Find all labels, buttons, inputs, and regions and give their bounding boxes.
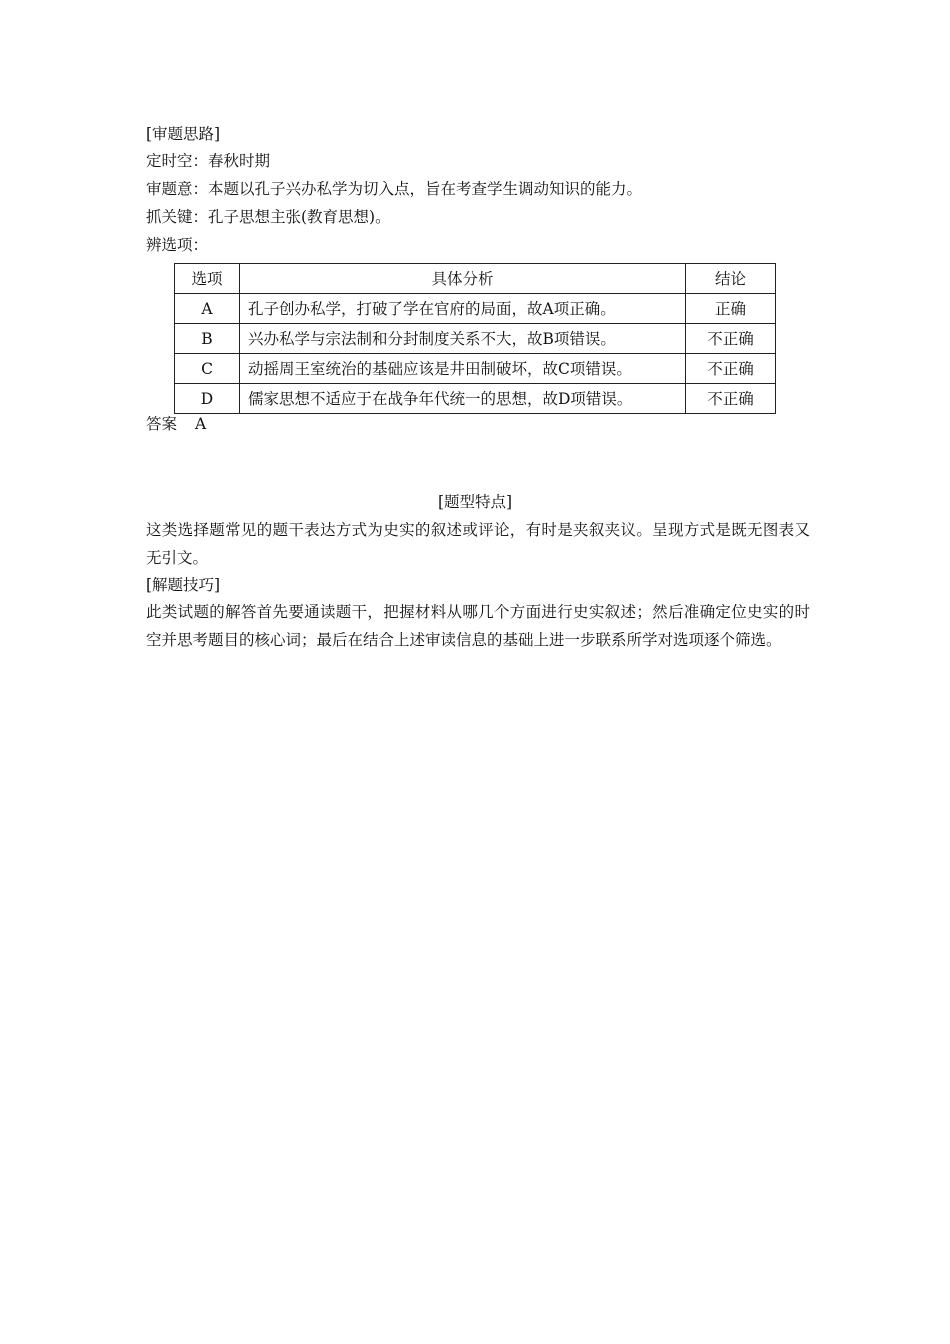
time-space-line: 定时空：春秋时期	[146, 152, 271, 170]
table-row	[175, 294, 776, 324]
row-conclusion: 不正确	[686, 384, 776, 414]
row-conclusion: 不正确	[686, 354, 776, 384]
header-conclusion: 结论	[686, 264, 776, 294]
features-heading: [题型特点]	[437, 493, 513, 511]
techniques-text: 此类试题的解答首先要通读题干，把握材料从哪几个方面进行史实叙述；然后准确定位史实的时空并思考题目的核心词；最后在结合上述审读信息的基础上进一步联系所学对选项逐个筛选。	[146, 603, 810, 649]
review-heading: [审题思路]	[146, 125, 221, 143]
table-row	[175, 354, 776, 384]
row-analysis: 动摇周王室统治的基础应该是井田制破坏，故C项错误。	[240, 354, 686, 384]
row-conclusion: 不正确	[686, 324, 776, 354]
features-text: 这类选择题常见的题干表达方式为史实的叙述或评论，有时是夹叙夹议。呈现方式是既无图表又无引文。	[146, 521, 810, 567]
row-conclusion: 正确	[686, 294, 776, 324]
intent-line: 审题意：本题以孔子兴办私学为切入点，旨在考查学生调动知识的能力。	[146, 180, 643, 198]
row-option: B	[175, 324, 240, 354]
row-option: A	[175, 294, 240, 324]
header-analysis: 具体分析	[240, 264, 686, 294]
answer-line	[146, 414, 206, 434]
table-row	[175, 384, 776, 414]
row-option: D	[175, 384, 240, 414]
row-analysis: 儒家思想不适应于在战争年代统一的思想，故D项错误。	[240, 384, 686, 414]
key-line: 抓关键：孔子思想主张(教育思想)。	[146, 208, 391, 226]
header-option: 选项	[175, 264, 240, 294]
row-option: C	[175, 354, 240, 384]
techniques-heading: [解题技巧]	[146, 576, 221, 594]
row-analysis: 兴办私学与宗法制和分封制度关系不大，故B项错误。	[240, 324, 686, 354]
options-label: 辨选项：	[146, 236, 209, 254]
analysis-table	[174, 263, 776, 414]
row-analysis: 孔子创办私学，打破了学在官府的局面，故A项正确。	[240, 294, 686, 324]
table-row	[175, 324, 776, 354]
answer-label: 答案	[146, 415, 178, 433]
table-header-row	[175, 264, 776, 294]
answer-value: A	[195, 415, 207, 433]
